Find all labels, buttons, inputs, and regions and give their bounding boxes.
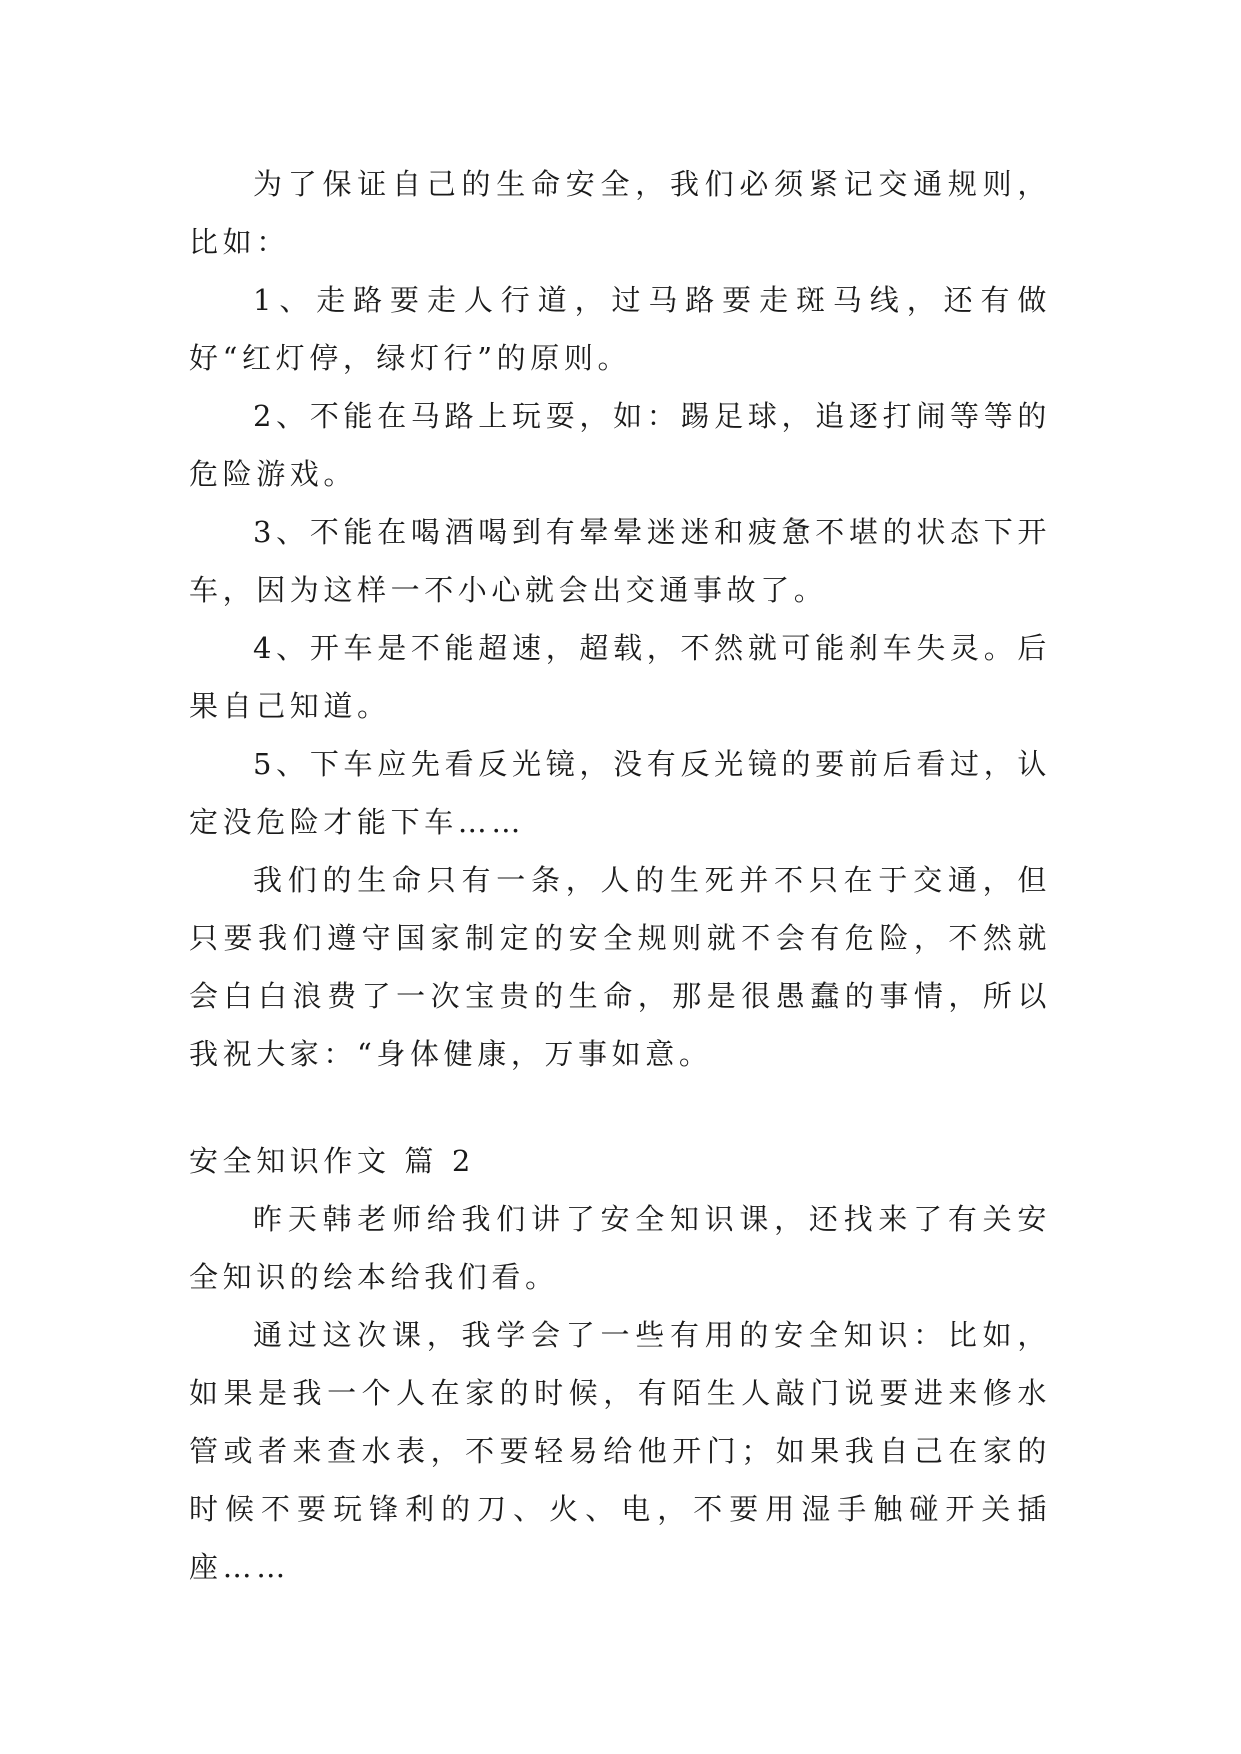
section-1	[189, 155, 1051, 1083]
paragraph-rule-5: 5、下车应先看反光镜，没有反光镜的要前后看过，认定没危险才能下车……	[189, 747, 1051, 839]
paragraph-lesson: 昨天韩老师给我们讲了安全知识课，还找来了有关安全知识的绘本给我们看。	[189, 1202, 1051, 1294]
paragraph-rule-1: 1、走路要走人行道，过马路要走斑马线，还有做好“红灯停，绿灯行”的原则。	[189, 283, 1051, 375]
section-2	[189, 1132, 1051, 1596]
paragraph-intro: 为了保证自己的生命安全，我们必须紧记交通规则，比如：	[189, 167, 1051, 259]
paragraph-rule-4: 4、开车是不能超速，超载，不然就可能刹车失灵。后果自己知道。	[189, 631, 1051, 723]
paragraph-conclusion: 我们的生命只有一条，人的生死并不只在于交通，但只要我们遵守国家制定的安全规则就不会有危险，不然就会白白浪费了一次宝贵的生命，那是很愚蠢的事情，所以我祝大家：“身体健康，万事如意。	[189, 863, 1051, 1071]
paragraph-rule-3: 3、不能在喝酒喝到有晕晕迷迷和疲惫不堪的状态下开车，因为这样一不小心就会出交通事故了。	[189, 515, 1051, 607]
section-heading: 安全知识作文 篇 2	[189, 1144, 475, 1178]
paragraph-rule-2: 2、不能在马路上玩耍，如：踢足球，追逐打闹等等的危险游戏。	[189, 399, 1051, 491]
paragraph-learned: 通过这次课，我学会了一些有用的安全知识：比如，如果是我一个人在家的时候，有陌生人敲门说要进来修水管或者来查水表，不要轻易给他开门；如果我自己在家的时候不要玩锋利的刀、火、电，不要用湿手触碰开关插座……	[189, 1318, 1051, 1584]
